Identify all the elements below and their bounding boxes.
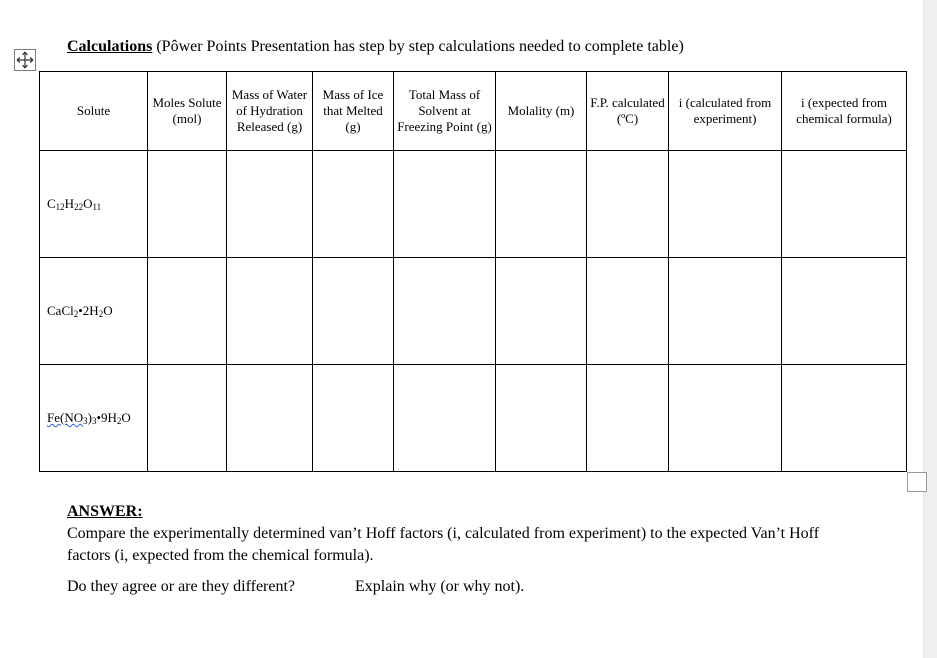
answer-section — [67, 501, 847, 567]
table-cell[interactable] — [587, 365, 669, 472]
table-cell[interactable] — [782, 365, 907, 472]
table-cell[interactable] — [148, 365, 227, 472]
table-cell[interactable] — [782, 151, 907, 258]
table-cell[interactable] — [313, 151, 394, 258]
table-cell[interactable] — [782, 258, 907, 365]
formula-part: O — [83, 196, 93, 211]
formula-subscript: 22 — [74, 202, 84, 212]
formula-part: O — [121, 410, 131, 425]
formula-part: ) — [87, 410, 92, 425]
header-mass-ice-melted[interactable]: Mass of Ice that Melted (g) — [313, 72, 394, 151]
formula-part: Fe(NO — [47, 410, 84, 425]
table-cell[interactable] — [227, 258, 313, 365]
formula-part: H — [64, 196, 75, 211]
formula-subscript: 3 — [91, 416, 97, 426]
header-moles-solute[interactable]: Moles Solute (mol) — [148, 72, 227, 151]
formula-subscript: 3 — [83, 416, 88, 426]
section-heading — [67, 38, 684, 56]
question-agree: Do they agree or are they different? — [67, 578, 296, 595]
calculations-table — [39, 71, 907, 472]
heading-title: Calculations — [67, 38, 153, 55]
table-cell[interactable] — [496, 151, 587, 258]
formula-part: •9H — [96, 410, 117, 425]
table-cell[interactable] — [313, 258, 394, 365]
formula-subscript: 12 — [55, 202, 65, 212]
table-cell[interactable] — [669, 151, 782, 258]
table-move-handle-icon[interactable] — [14, 49, 36, 71]
header-mass-water-hydration[interactable]: Mass of Water of Hydration Released (g) — [227, 72, 313, 151]
table-cell[interactable] — [148, 151, 227, 258]
answer-label: ANSWER: — [67, 503, 143, 520]
formula-subscript: 2 — [98, 309, 104, 319]
table-cell[interactable] — [587, 258, 669, 365]
formula-subscript: 11 — [92, 202, 102, 212]
vertical-scrollbar[interactable] — [923, 0, 937, 658]
table-cell[interactable] — [148, 258, 227, 365]
question-explain: Explain why (or why not). — [355, 578, 525, 595]
table-cell[interactable] — [394, 365, 496, 472]
table-row — [40, 151, 907, 258]
table-row — [40, 365, 907, 472]
header-solute[interactable]: Solute — [40, 72, 148, 151]
table-cell[interactable] — [227, 365, 313, 472]
formula-part: CaCl — [47, 303, 74, 318]
formula-subscript: 2 — [73, 309, 79, 319]
formula-part: O — [103, 303, 113, 318]
header-total-mass-solvent[interactable]: Total Mass of Solvent at Freezing Point (g) — [394, 72, 496, 151]
solute-iron-nitrate[interactable] — [40, 365, 148, 472]
header-molality[interactable]: Molality (m) — [496, 72, 587, 151]
formula-part: •2H — [78, 303, 99, 318]
table-cell[interactable] — [669, 258, 782, 365]
table-cell[interactable] — [394, 258, 496, 365]
header-fp-calculated[interactable]: F.P. calculated (ºC) — [587, 72, 669, 151]
table-cell[interactable] — [669, 365, 782, 472]
table-cell[interactable] — [313, 365, 394, 472]
table-cell[interactable] — [394, 151, 496, 258]
table-resize-handle[interactable] — [907, 472, 927, 492]
formula-subscript: 2 — [116, 416, 122, 426]
answer-text: Compare the experimentally determined van’t Hoff factors (i, calculated from experiment) to the expected Van’t Hoff factors (i, expected from the chemical formula). — [67, 525, 820, 564]
table-row — [40, 258, 907, 365]
table-cell[interactable] — [227, 151, 313, 258]
header-i-calculated[interactable]: i (calculated from experiment) — [669, 72, 782, 151]
header-i-expected[interactable]: i (expected from chemical formula) — [782, 72, 907, 151]
table-cell[interactable] — [587, 151, 669, 258]
table-cell[interactable] — [496, 365, 587, 472]
heading-note: (Pôwer Points Presentation has step by step calculations needed to complete table) — [152, 38, 684, 55]
solute-formula: C — [47, 196, 56, 211]
solute-sucrose[interactable] — [40, 151, 148, 258]
table-cell[interactable] — [496, 258, 587, 365]
solute-calcium-chloride[interactable] — [40, 258, 148, 365]
table-header-row — [40, 72, 907, 151]
